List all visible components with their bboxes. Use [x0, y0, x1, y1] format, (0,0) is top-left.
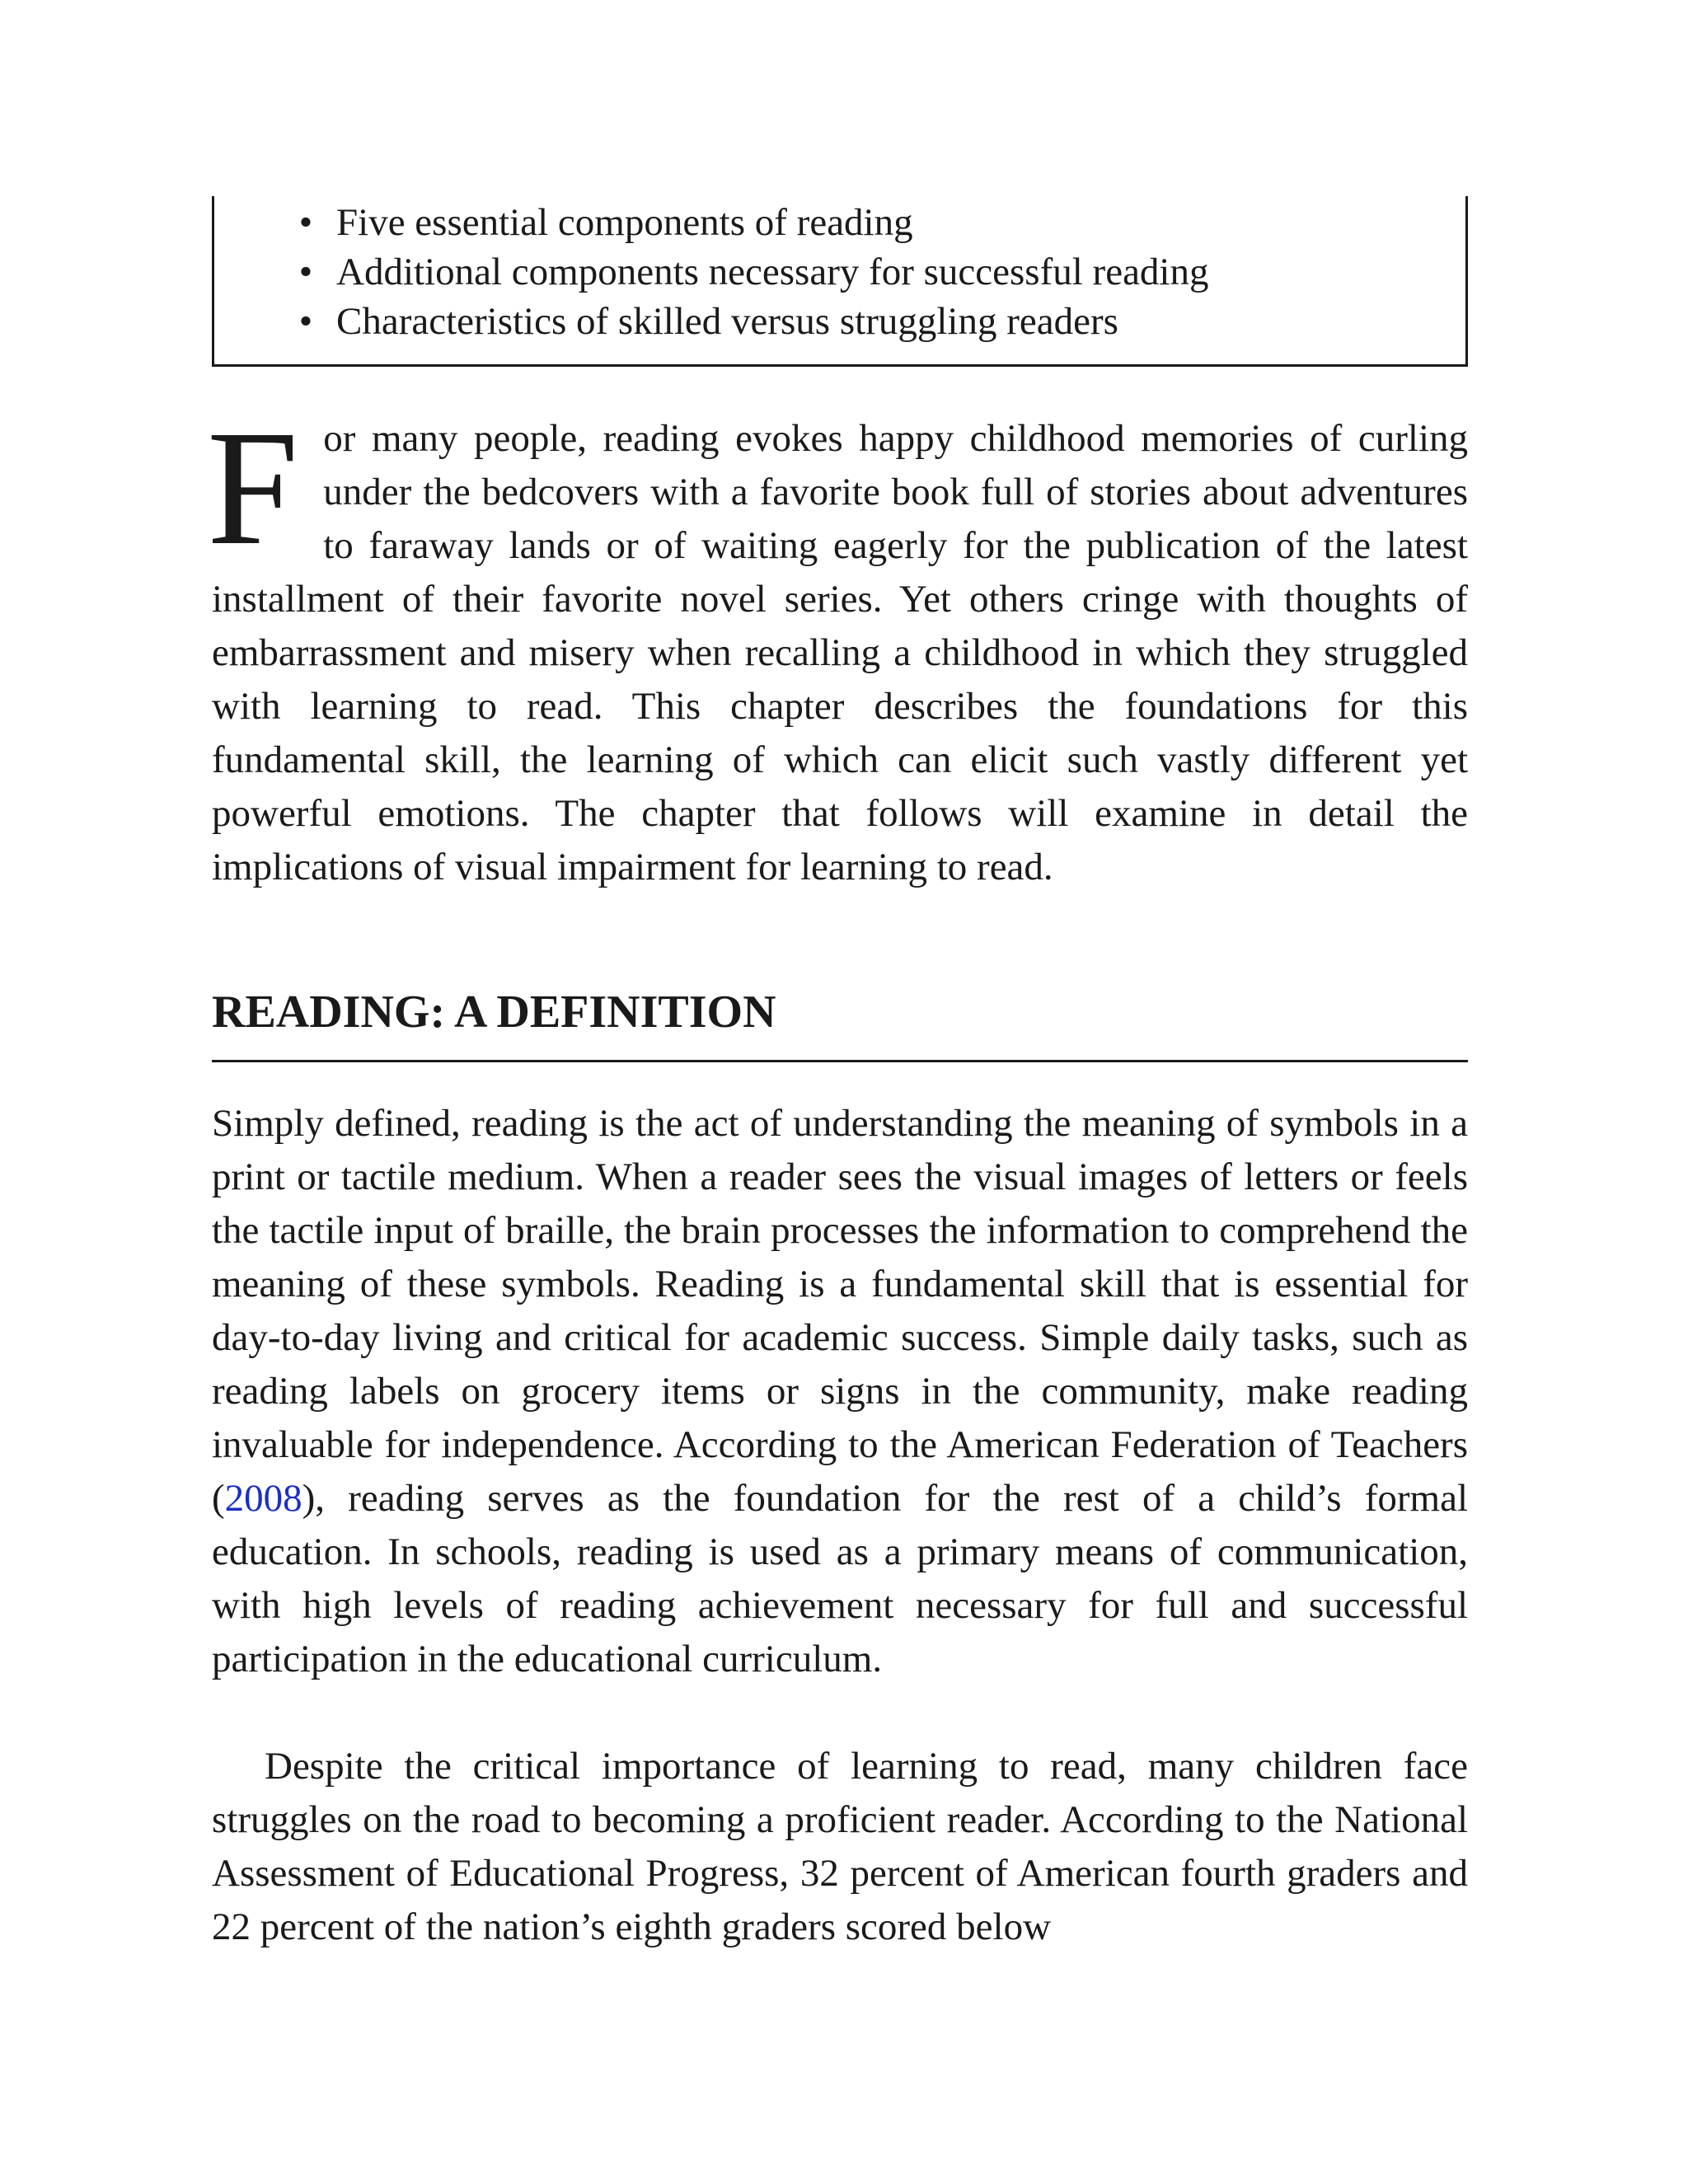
paragraph-text: Simply defined, reading is the act of understanding the meaning of symbols in a print or tactile medium. When a reader sees the visual images of letters or feels the tactile input of braille, the brain processes the information to comprehend the meaning of these symbols. Reading is a fundamental skill that is essential for day-to-day living and critical for academic success. Simple daily tasks, such as reading labels on grocery items or signs in the community, make reading invaluable for independence. According to the American Federation of Teachers (: [212, 1102, 1468, 1520]
objective-text: Five essential components of reading: [336, 201, 913, 244]
objective-text: Additional components necessary for successful reading: [336, 251, 1209, 293]
bullet-icon: •: [298, 251, 313, 293]
bullet-icon: •: [298, 300, 313, 343]
objective-text: Characteristics of skilled versus struggling readers: [336, 300, 1118, 343]
body-paragraph-definition: [212, 1097, 1468, 1686]
drop-cap-letter: F: [207, 397, 299, 579]
section-heading: READING: A DEFINITION: [212, 987, 776, 1038]
objectives-list: [298, 198, 1209, 346]
section-divider: [212, 1060, 1468, 1062]
objective-item: [298, 198, 1209, 247]
intro-paragraph: [207, 397, 1468, 894]
body-paragraph-struggles: [212, 1740, 1468, 1954]
chapter-objectives-box: [212, 196, 1468, 367]
intro-text: or many people, reading evokes happy childhood memories of curling under the bedcovers with a favorite book full of stories about adventures to faraway lands or of waiting eagerly for the publication of the latest installment of their favorite novel series. Yet others cringe with thoughts of embarrassment and misery when recalling a childhood in which they struggled with learning to read. This chapter describes the foundations for this fundamental skill, the learning of which can elicit such vastly different yet powerful emotions. The chapter that follows will examine in detail the implications of visual impairment for learning to read.: [212, 417, 1468, 888]
objective-item: [298, 247, 1209, 297]
paragraph-text: ), reading serves as the foundation for the rest of a child’s formal education. In schools, reading is used as a primary means of communication, with high levels of reading achievement necessary for full and successful participation in the educational curriculum.: [212, 1477, 1468, 1680]
paragraph-text: Despite the critical importance of learning to read, many children face struggles on the road to becoming a proficient reader. According to the National Assessment of Educational Progress, 32 percent of American fourth graders and 22 percent of the nation’s eighth graders scored below: [212, 1745, 1468, 1948]
objective-item: [298, 297, 1209, 346]
citation-link[interactable]: 2008: [224, 1477, 302, 1520]
bullet-icon: •: [298, 201, 313, 244]
